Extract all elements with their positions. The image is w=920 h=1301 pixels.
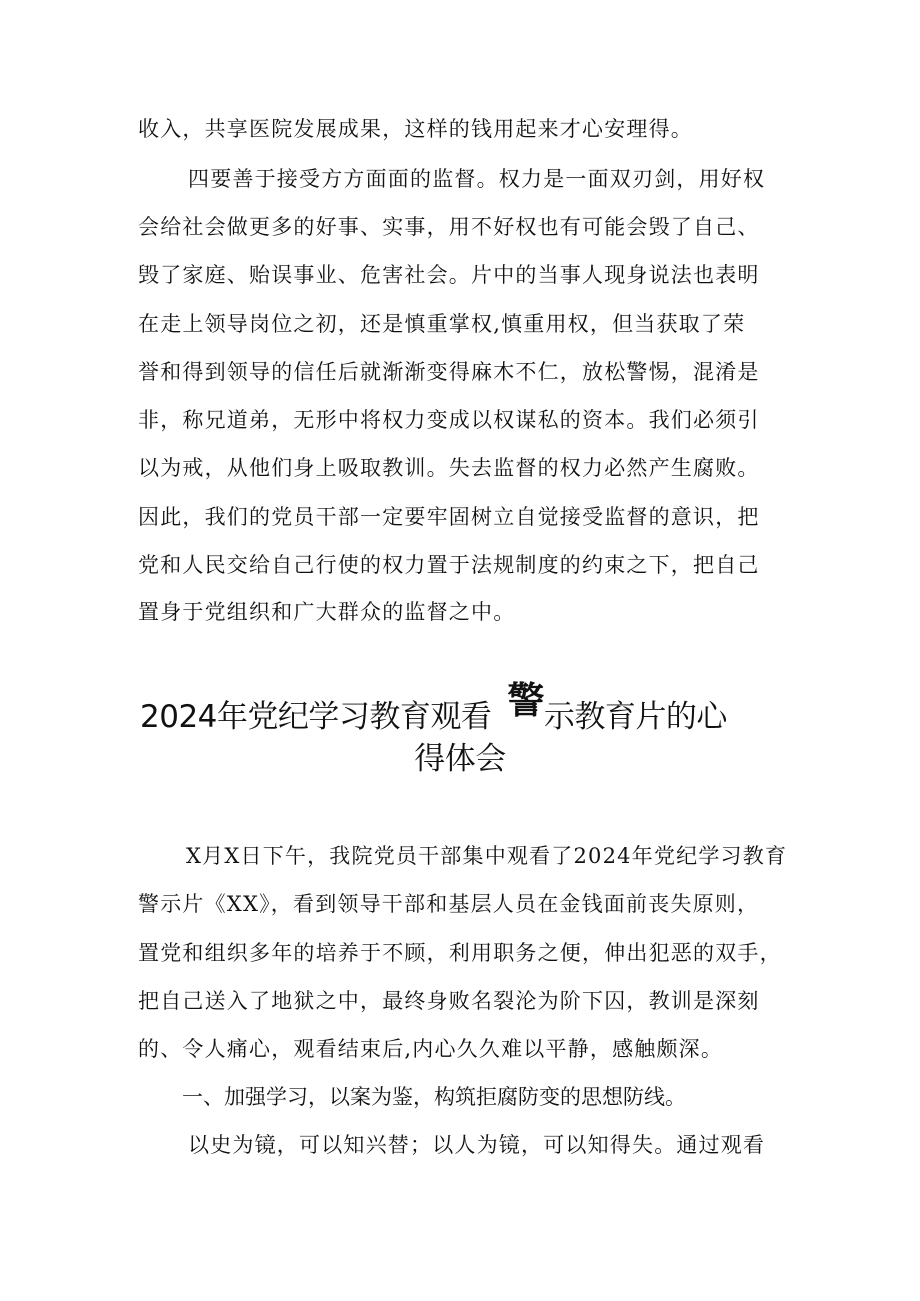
section-heading: 一、加强学习，以案为鉴，构筑拒腐防变的思想防线。: [182, 1085, 686, 1109]
paragraph-line: 把自己送入了地狱之中，最终身败名裂沦为阶下囚，教训是深刻: [138, 989, 760, 1013]
paragraph-line: 四要善于接受方方面面的监督。权力是一面双刃剑，用好权: [188, 167, 766, 191]
paragraph-line: 誉和得到领导的信任后就渐渐变得麻木不仁，放松警惕，混淆是: [138, 360, 760, 384]
paragraph-line: 毁了家庭、贻误事业、危害社会。片中的当事人现身说法也表明: [138, 263, 760, 287]
document-title: [140, 679, 780, 738]
paragraph-line: 以为戒，从他们身上吸取教训。失去监督的权力必然产生腐败。: [138, 456, 760, 480]
document-title-line-2: 得体会: [414, 741, 506, 777]
paragraph-line: 收入，共享医院发展成果，这样的钱用起来才心安理得。: [138, 117, 693, 141]
paragraph-line: 置党和组织多年的培养于不顾，利用职务之便，伸出犯恶的双手，: [138, 941, 782, 965]
paragraph-line: 警示片《XX》，看到领导干部和基层人员在金钱面前丧失原则，: [138, 892, 760, 916]
paragraph-line: 党和人民交给自己行使的权力置于法规制度的约束之下，把自己: [138, 553, 760, 577]
paragraph-line: 置身于党组织和广大群众的监督之中。: [138, 600, 516, 624]
paragraph-line: 以史为镜，可以知兴替；以人为镜，可以知得失。通过观看: [188, 1133, 766, 1157]
paragraph-line: 在走上领导岗位之初，还是慎重掌权,慎重用权，但当获取了荣: [138, 312, 746, 336]
paragraph-line: 非，称兄道弟，无形中将权力变成以权谋私的资本。我们必须引: [138, 408, 760, 432]
title-big-char: 警: [507, 679, 544, 722]
paragraph-line: X月X日下午，我院党员干部集中观看了2024年党纪学习教育: [186, 844, 788, 868]
title-part-2: 示教育片的心: [543, 699, 727, 735]
title-part-1: 2024年党纪学习教育观看: [140, 699, 492, 735]
paragraph-line: 的、令人痛心，观看结束后,内心久久难以平静，感触颇深。: [138, 1037, 724, 1061]
paragraph-line: 会给社会做更多的好事、实事，用不好权也有可能会毁了自己、: [138, 215, 760, 239]
paragraph-line: 因此，我们的党员干部一定要牢固树立自觉接受监督的意识，把: [138, 505, 760, 529]
